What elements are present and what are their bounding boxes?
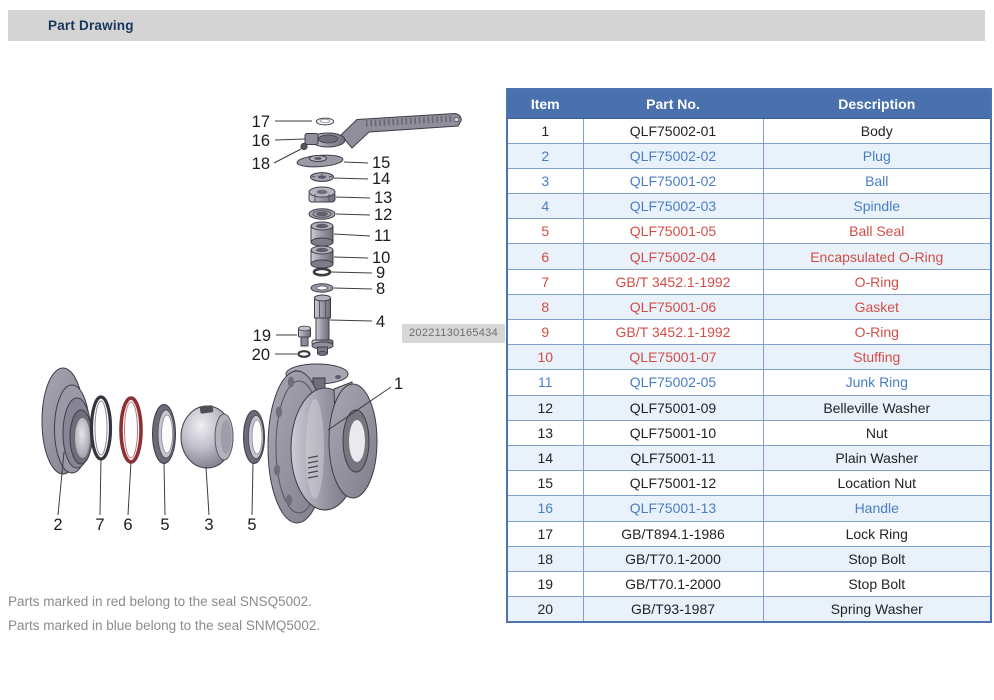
cell-part-no: GB/T 3452.1-1992 (583, 269, 763, 294)
leader-line-14 (334, 178, 368, 179)
table-row (507, 118, 991, 143)
cell-part-no: QLF75002-01 (583, 118, 763, 143)
leader-line-5b (252, 463, 253, 515)
cell-description: Lock Ring (763, 521, 991, 546)
callout-number-13: 13 (374, 189, 393, 207)
table-row (507, 320, 991, 345)
cell-part-no: QLF75002-02 (583, 143, 763, 168)
callout-number-12: 12 (374, 206, 393, 224)
part-ball-seal-5b (244, 411, 265, 464)
cell-description: Gasket (763, 294, 991, 319)
cell-description: Nut (763, 420, 991, 445)
cell-item: 16 (507, 496, 583, 521)
cell-item: 7 (507, 269, 583, 294)
table-row (507, 143, 991, 168)
cell-part-no: QLF75001-05 (583, 219, 763, 244)
cell-part-no: QLF75001-09 (583, 395, 763, 420)
table-row (507, 445, 991, 470)
cell-item: 19 (507, 571, 583, 596)
cell-description: Belleville Washer (763, 395, 991, 420)
part-stuffing-10 (311, 246, 333, 268)
table-row (507, 269, 991, 294)
part-spring-washer-20 (299, 351, 310, 357)
parts-table (506, 88, 992, 623)
callout-number-10: 10 (372, 249, 391, 267)
leader-line-6 (128, 462, 131, 515)
callout-number-14: 14 (372, 170, 391, 188)
leader-line-4 (330, 320, 372, 321)
cell-part-no: GB/T 3452.1-1992 (583, 320, 763, 345)
leader-line-5 (164, 463, 165, 515)
cell-part-no: GB/T93-1987 (583, 597, 763, 622)
cell-description: Handle (763, 496, 991, 521)
cell-description: Stop Bolt (763, 571, 991, 596)
cell-part-no: QLF75001-02 (583, 168, 763, 193)
part-location-nut-15 (297, 154, 344, 168)
cell-item: 2 (507, 143, 583, 168)
cell-item: 17 (507, 521, 583, 546)
callout-number-3: 3 (204, 516, 214, 534)
callout-number-11: 11 (374, 227, 392, 245)
cell-part-no: QLF75001-13 (583, 496, 763, 521)
leader-line-11 (334, 234, 370, 236)
cell-part-no: QLF75002-05 (583, 370, 763, 395)
cell-description: Encapsulated O-Ring (763, 244, 991, 269)
column-header-part-no: Part No. (583, 89, 763, 118)
callout-number-9: 9 (376, 264, 386, 282)
part-lock-ring-17 (317, 118, 334, 125)
table-row (507, 345, 991, 370)
table-row (507, 194, 991, 219)
callout-number-20: 20 (251, 346, 270, 364)
table-row (507, 219, 991, 244)
cell-item: 11 (507, 370, 583, 395)
section-header-bar (8, 10, 985, 41)
leader-line-12 (336, 214, 370, 215)
callout-number-8: 8 (376, 280, 386, 298)
table-row (507, 471, 991, 496)
watermark: 20221130165434 (402, 324, 505, 343)
cell-part-no: GB/T894.1-1986 (583, 521, 763, 546)
leader-line-15 (344, 162, 368, 163)
part-ball-seal-5a (153, 405, 176, 464)
cell-description: Stuffing (763, 345, 991, 370)
cell-item: 5 (507, 219, 583, 244)
cell-item: 20 (507, 597, 583, 622)
part-oring-7 (92, 397, 111, 459)
callout-number-15: 15 (372, 154, 391, 172)
cell-description: Location Nut (763, 471, 991, 496)
cell-item: 6 (507, 244, 583, 269)
table-row (507, 571, 991, 596)
part-spindle-4 (312, 295, 333, 356)
cell-description: Spring Washer (763, 597, 991, 622)
leader-line-3 (206, 467, 209, 515)
cell-part-no: GB/T70.1-2000 (583, 571, 763, 596)
part-junk-ring-11 (311, 222, 333, 246)
page-title: Part Drawing (48, 18, 134, 33)
cell-part-no: QLF75001-11 (583, 445, 763, 470)
part-stop-bolt-18 (301, 143, 307, 149)
leader-line-10 (334, 257, 368, 258)
table-row (507, 420, 991, 445)
part-nut-13 (309, 187, 335, 202)
callout-number-17: 17 (251, 113, 270, 131)
cell-part-no: QLF75002-04 (583, 244, 763, 269)
leader-line-7 (100, 458, 101, 515)
cell-item: 8 (507, 294, 583, 319)
cell-item: 14 (507, 445, 583, 470)
cell-description: Spindle (763, 194, 991, 219)
table-row (507, 294, 991, 319)
callout-number-7: 7 (95, 516, 105, 534)
cell-description: Plain Washer (763, 445, 991, 470)
cell-description: Plug (763, 143, 991, 168)
cell-item: 4 (507, 194, 583, 219)
table-row (507, 395, 991, 420)
callout-number-4: 4 (376, 313, 386, 331)
callout-number-5: 5 (160, 516, 170, 534)
leader-line-8 (334, 288, 372, 289)
cell-description: Junk Ring (763, 370, 991, 395)
callout-number-18: 18 (251, 155, 270, 173)
part-oring-9 (314, 269, 330, 275)
cell-description: Ball Seal (763, 219, 991, 244)
callout-number-19: 19 (252, 327, 271, 345)
table-row (507, 521, 991, 546)
cell-item: 18 (507, 546, 583, 571)
callout-number-6: 6 (123, 516, 133, 534)
column-header-description: Description (763, 89, 991, 118)
cell-description: O-Ring (763, 320, 991, 345)
leader-line-13 (336, 197, 370, 198)
cell-description: Stop Bolt (763, 546, 991, 571)
cell-part-no: QLF75001-06 (583, 294, 763, 319)
cell-item: 3 (507, 168, 583, 193)
table-row (507, 496, 991, 521)
cell-item: 9 (507, 320, 583, 345)
table-row (507, 546, 991, 571)
cell-part-no: QLF75002-03 (583, 194, 763, 219)
callout-number-1: 1 (394, 375, 404, 393)
cell-item: 10 (507, 345, 583, 370)
part-plug-2 (42, 368, 92, 474)
leader-line-16 (275, 139, 305, 140)
cell-item: 1 (507, 118, 583, 143)
table-row (507, 370, 991, 395)
cell-item: 12 (507, 395, 583, 420)
part-gasket-8 (311, 284, 333, 292)
table-row (507, 244, 991, 269)
cell-item: 13 (507, 420, 583, 445)
cell-item: 15 (507, 471, 583, 496)
callout-number-5b: 5 (247, 516, 257, 534)
table-header-row (507, 89, 991, 118)
cell-description: Ball (763, 168, 991, 193)
leader-line-9 (331, 272, 372, 273)
part-encapsulated-oring-6 (121, 398, 141, 462)
part-stop-bolt-19 (299, 326, 311, 346)
note-red-seal: Parts marked in red belong to the seal SNSQ5002. (8, 594, 312, 609)
table-row (507, 597, 991, 622)
parts-table-body (507, 118, 991, 622)
callout-number-2: 2 (53, 516, 63, 534)
cell-part-no: GB/T70.1-2000 (583, 546, 763, 571)
cell-description: Body (763, 118, 991, 143)
leader-line-18 (274, 149, 301, 163)
part-belleville-washer-12 (309, 209, 335, 219)
part-ball-3 (181, 405, 233, 468)
column-header-item: Item (507, 89, 583, 118)
part-plain-washer-14 (311, 173, 334, 182)
part-body-1 (268, 364, 377, 523)
table-row (507, 168, 991, 193)
cell-part-no: QLF75001-12 (583, 471, 763, 496)
cell-description: O-Ring (763, 269, 991, 294)
cell-part-no: QLF75001-10 (583, 420, 763, 445)
cell-part-no: QLE75001-07 (583, 345, 763, 370)
note-blue-seal: Parts marked in blue belong to the seal SNMQ5002. (8, 618, 321, 633)
callout-number-16: 16 (251, 132, 270, 150)
